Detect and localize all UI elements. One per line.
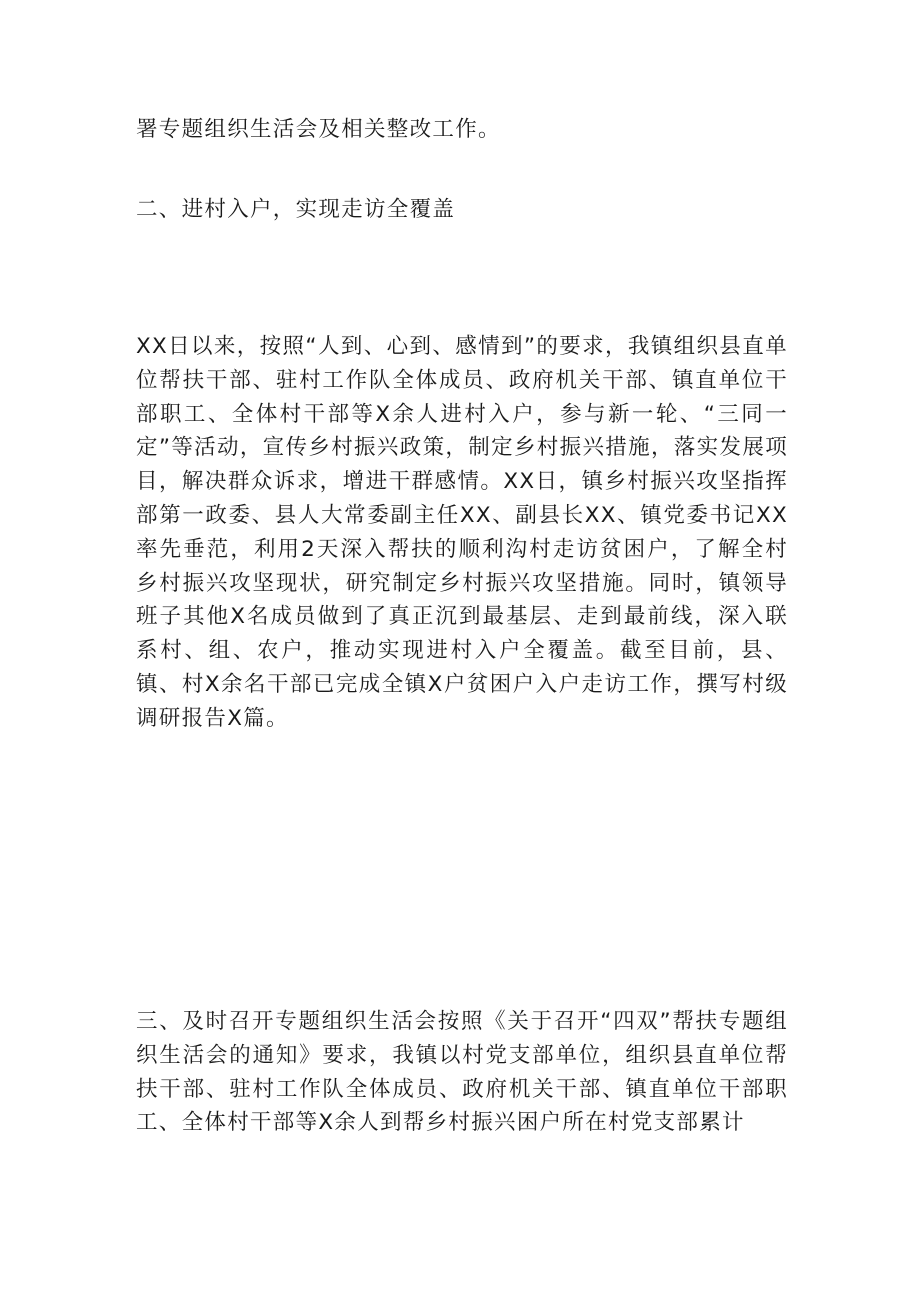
paragraph-village-visits: XX日以来，按照“人到、心到、感情到”的要求，我镇组织县直单位帮扶干部、驻村工作队全体成员、政府机关干部、镇直单位干部职工、全体村干部等X余人进村入户，参与新一轮、“三同一定”等活动，宣传乡村振兴政策，制定乡村振兴措施，落实发展项目，解决群众诉求，增进干群感情。XX日，镇乡村振兴攻坚指挥部第一政委、县人大常委副主任XX、副县长XX、镇党委书记XX率先垂范，利用2天深入帮扶的顺利沟村走访贫困户，了解全村乡村振兴攻坚现状，研究制定乡村振兴攻坚措施。同时，镇领导班子其他X名成员做到了真正沉到最基层、走到最前线，深入联系村、组、农户，推动实现进村入户全覆盖。截至目前，县、镇、村X余名干部已完成全镇X户贫困户入户走访工作，撰写村级调研报告X篇。 bbox=[136, 334, 788, 731]
paragraph-section-3: 三、及时召开专题组织生活会按照《关于召开“四双”帮扶专题组织生活会的通知》要求，我镇以村党支部单位，组织县直单位帮扶干部、驻村工作队全体成员、政府机关干部、镇直单位干部职工、全体村干部等X余人到帮乡村振兴困户所在村党支部累计 bbox=[136, 1009, 788, 1136]
paragraph-continuation: 署专题组织生活会及相关整改工作。 bbox=[136, 117, 501, 142]
section-heading-2: 二、进村入户，实现走访全覆盖 bbox=[136, 197, 456, 222]
